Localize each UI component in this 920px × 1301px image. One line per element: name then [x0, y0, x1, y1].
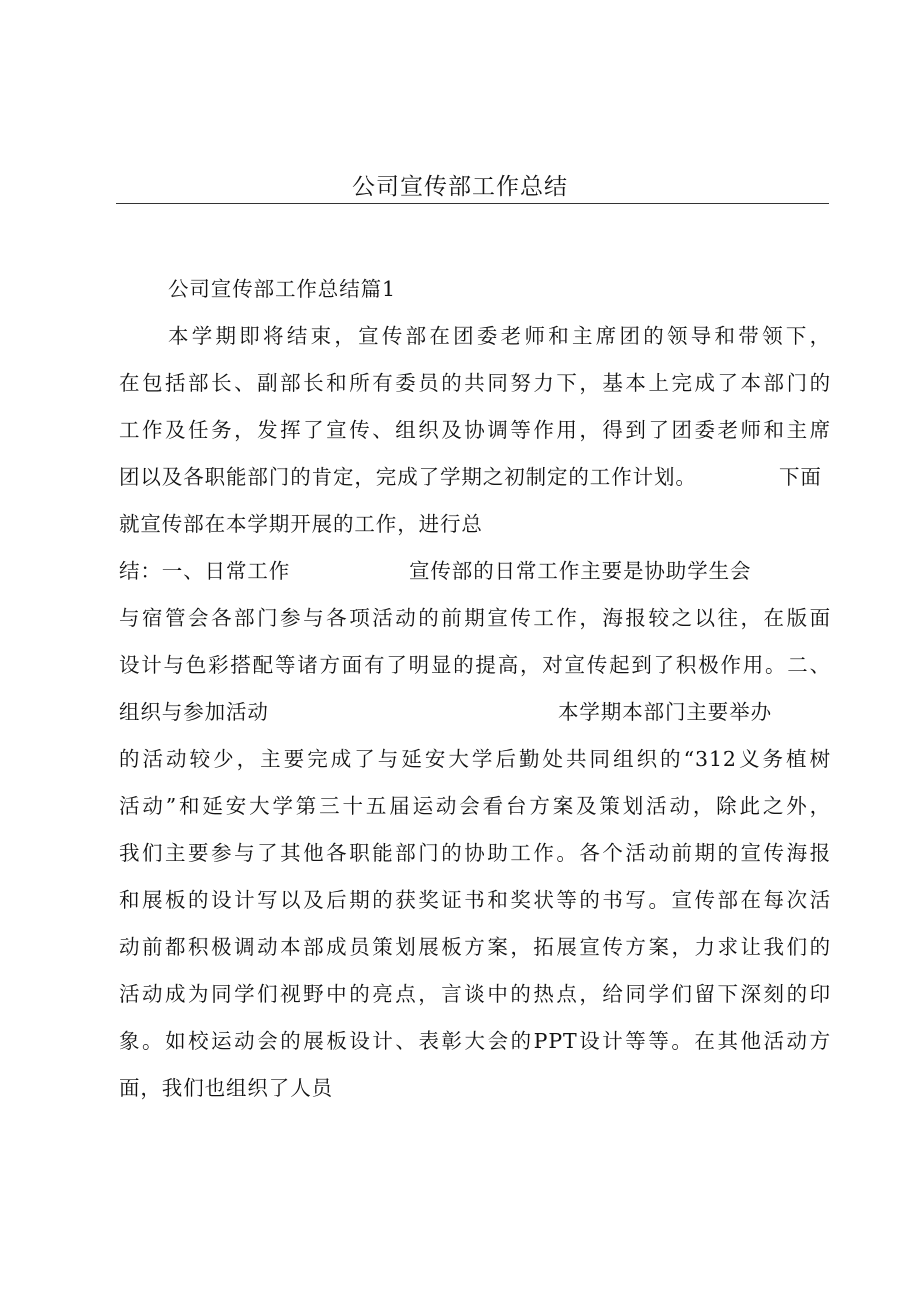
paragraph-line-segment: 组织与参加活动: [119, 700, 269, 724]
paragraph-line: 面，我们也组织了人员: [119, 1076, 333, 1100]
paragraph-line-segment: 本学期本部门主要举办: [558, 700, 772, 724]
paragraph-line: 活动成为同学们视野中的亮点，言谈中的热点，给同学们留下深刻的印: [119, 982, 831, 1006]
paragraph-line: 在包括部长、副部长和所有委员的共同努力下，基本上完成了本部门的: [119, 371, 831, 395]
paragraph-line: 和展板的设计写以及后期的获奖证书和奖状等的书写。宣传部在每次活: [119, 888, 831, 912]
paragraph-line: 本学期即将结束，宣传部在团委老师和主席团的领导和带领下，: [168, 324, 831, 348]
paragraph-line-segment: 下面: [779, 465, 822, 489]
paragraph-line: 工作及任务，发挥了宣传、组织及协调等作用，得到了团委老师和主席: [119, 418, 831, 442]
paragraph-line: 活动”和延安大学第三十五届运动会看台方案及策划活动，除此之外，: [119, 794, 831, 818]
paragraph-line: 的活动较少，主要完成了与延安大学后勤处共同组织的“312义务植树: [119, 747, 831, 771]
paragraph-line: 设计与色彩搭配等诸方面有了明显的提高，对宣传起到了积极作用。二、: [119, 653, 831, 677]
section-heading: 公司宣传部工作总结篇1: [168, 277, 396, 301]
document-title: 公司宣传部工作总结: [352, 174, 568, 200]
paragraph-line-segment: 团以及各职能部门的肯定，完成了学期之初制定的工作计划。: [119, 465, 697, 489]
paragraph-line: 动前都积极调动本部成员策划展板方案，拓展宣传方案，力求让我们的: [119, 935, 831, 959]
title-underline: [116, 203, 829, 204]
paragraph-line-segment: 宣传部的日常工作主要是协助学生会: [409, 559, 752, 583]
paragraph-line: 就宣传部在本学期开展的工作，进行总: [119, 512, 483, 536]
paragraph-line: 我们主要参与了其他各职能部门的协助工作。各个活动前期的宣传海报: [119, 841, 831, 865]
paragraph-line: 象。如校运动会的展板设计、表彰大会的PPT设计等等。在其他活动方: [119, 1029, 831, 1053]
paragraph-line: 与宿管会各部门参与各项活动的前期宣传工作，海报较之以往，在版面: [119, 606, 831, 630]
paragraph-line-segment: 结：一、日常工作: [119, 559, 291, 583]
